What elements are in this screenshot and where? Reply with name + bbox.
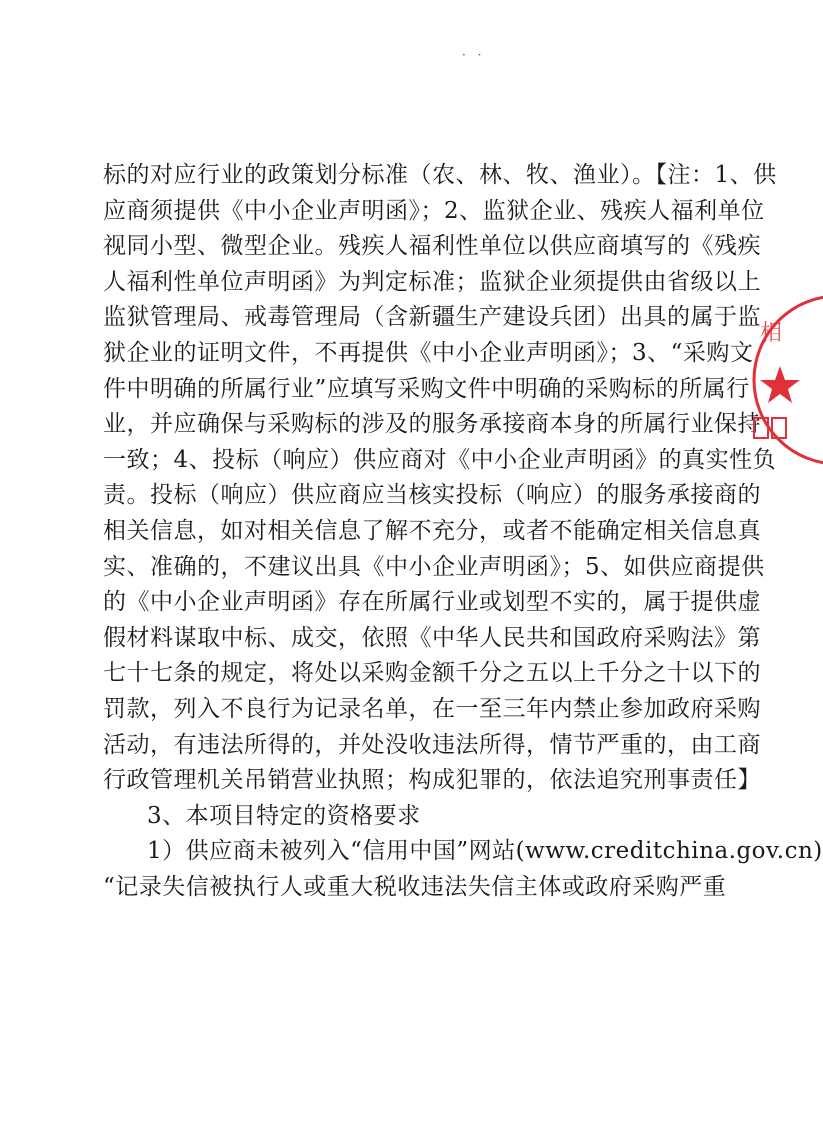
section-heading: 3、本项目特定的资格要求	[147, 802, 421, 829]
text-line: 实、准确的，不建议出具《中小企业声明函》；5、如供应商提供	[103, 553, 765, 580]
text-line: 件中明确的所属行业”应填写采购文件中明确的采购标的所属行	[103, 375, 750, 402]
text-line: 责。投标（响应）供应商应当核实投标（响应）的服务承接商的	[103, 482, 761, 509]
text-line: 人福利性单位声明函》为判定标准；监狱企业须提供由省级以上	[103, 268, 761, 295]
requirement-item-1: 1）供应商未被列入“信用中国”网站(www.creditchina.gov.cn)	[147, 838, 823, 865]
text-line: 活动，有违法所得的，并处没收违法所得，情节严重的，由工商	[103, 731, 761, 758]
document-body	[103, 158, 823, 905]
text-line: 业，并应确保与采购标的涉及的服务承接商本身的所属行业保持	[103, 411, 761, 438]
text-line: 行政管理机关吊销营业执照；构成犯罪的，依法追究刑事责任】	[103, 767, 761, 794]
text-line: 假材料谋取中标、成交，依照《中华人民共和国政府采购法》第	[103, 624, 761, 651]
text-line: 监狱管理局、戒毒管理局（含新疆生产建设兵团）出具的属于监	[103, 304, 761, 331]
text-line: 视同小型、微型企业。残疾人福利性单位以供应商填写的《残疾	[103, 233, 761, 260]
text-line: 罚款，列入不良行为记录名单，在一至三年内禁止参加政府采购	[103, 695, 761, 722]
text-line: 应商须提供《中小企业声明函》；2、监狱企业、残疾人福利单位	[103, 197, 765, 224]
text-line: 标的对应行业的政策划分标准（农、林、牧、渔业）。【注：1、供	[103, 162, 777, 188]
official-seal-fragment	[746, 300, 794, 460]
seal-fragment-text: 相	[760, 321, 783, 346]
text-line: 的《中小企业声明函》存在所属行业或划型不实的，属于提供虚	[103, 589, 761, 616]
text-line: 七十七条的规定，将处以采购金额千分之五以上千分之十以下的	[103, 660, 761, 687]
text-line: 相关信息，如对相关信息了解不充分，或者不能确定相关信息真	[103, 517, 761, 544]
text-line: 一致；4、投标（响应）供应商对《中小企业声明函》的真实性负	[103, 446, 777, 473]
requirement-item-1-continued: “记录失信被执行人或重大税收违法失信主体或政府采购严重	[103, 873, 727, 900]
text-line: 狱企业的证明文件，不再提供《中小企业声明函》；3、“采购文	[103, 339, 754, 366]
seal-icon	[746, 300, 794, 460]
page-top-mark: · ·	[462, 48, 486, 62]
